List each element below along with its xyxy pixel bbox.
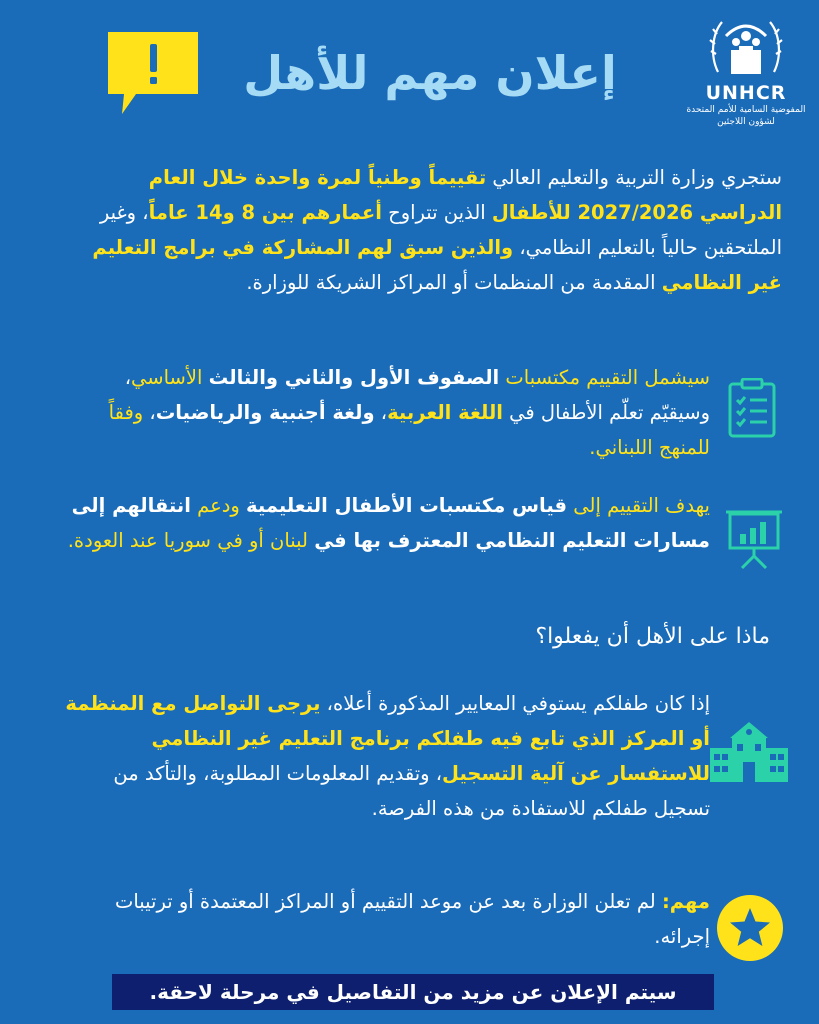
intro-highlight-2: أعمارهم بين 8 و14 عاماً [148,201,382,224]
parents-text-1: إذا كان طفلكم يستوفي المعايير المذكورة أعلاه، [320,692,710,715]
goal-text-2: ودعم [190,494,247,517]
goal-bold-2: انتقالهم إلى مسارات التعليم النظامي المعترف بها في [71,494,710,552]
clipboard-checklist-icon [728,378,776,438]
scope-text-2: الأساسي [131,366,209,389]
intro-text-4: المقدمة من المنظمات أو المراكز الشريكة للوزارة. [246,271,662,294]
unhcr-logo [686,14,806,144]
goal-text-3: لبنان أو في سوريا عند العودة. [67,529,315,552]
intro-text-3: ، وغير الملتحقين حالياً بالتعليم النظامي، [99,201,782,259]
assessment-scope-paragraph [60,360,710,465]
page-title: إعلان مهم للأهل [243,46,617,100]
goal-bold-1: قياس مكتسبات الأطفال التعليمية [246,494,568,517]
logo-subtitle [686,104,806,128]
scope-bold-3: ولغة أجنبية والرياضيات [155,401,375,424]
scope-text-3: ، وسيقيّم تعلّم الأطفال في [124,366,710,424]
scope-bold-2: اللغة العربية [387,401,503,424]
important-label: مهم: [661,890,710,913]
logo-subtitle-line2: لشؤون اللاجئين [717,117,775,127]
intro-highlight-3: والذين سبق لهم المشاركة في برامج التعليم غير النظامي [92,236,782,294]
unhcr-emblem-icon [708,14,784,80]
intro-highlight-1: تقييماً وطنياً لمرة واحدة خلال العام الدراسي 2027/2026 للأطفال [148,166,782,224]
intro-text-2: الذين تتراوح [381,201,492,224]
intro-paragraph [62,160,782,300]
important-text: لم تعلن الوزارة بعد عن موعد التقييم أو المراكز المعتمدة أو ترتيبات إجرائه. [114,890,710,948]
scope-text-1: سيشمل التقييم مكتسبات [499,366,710,389]
scope-bold-1: الصفوف الأول والثاني والثالث [208,366,500,389]
parents-highlight-1: يرجى التواصل مع المنظمة أو المركز الذي تابع فيه طفلكم برنامج التعليم غير النظامي للاستفسار عن آلية التسجيل [65,692,710,785]
goal-text-1: يهدف التقييم إلى [567,494,710,517]
parents-instructions-paragraph [60,686,710,826]
intro-text-1: ستجري وزارة التربية والتعليم العالي [486,166,782,189]
scope-text-5: ، [143,401,156,424]
assessment-goal-paragraph [60,488,710,558]
scope-text-6: وفقاً للمنهج اللبناني. [108,401,710,459]
star-icon [716,894,784,962]
parents-question-heading: ماذا على الأهل أن يفعلوا؟ [535,624,770,649]
logo-subtitle-line1: المفوضية السامية للأمم المتحدة [686,105,806,115]
exclamation-speech-bubble-icon [108,32,198,114]
presentation-chart-icon [722,506,786,570]
parents-text-2: ، وتقديم المعلومات المطلوبة، والتأكد من تسجيل طفلكم للاستفادة من هذه الفرصة. [113,762,710,820]
scope-text-4: ، [374,401,388,424]
logo-name: UNHCR [705,82,787,104]
important-note-paragraph [60,884,710,954]
footer-announcement: سيتم الإعلان عن مزيد من التفاصيل في مرحلة لاحقة. [112,974,714,1010]
school-building-icon [708,718,790,784]
